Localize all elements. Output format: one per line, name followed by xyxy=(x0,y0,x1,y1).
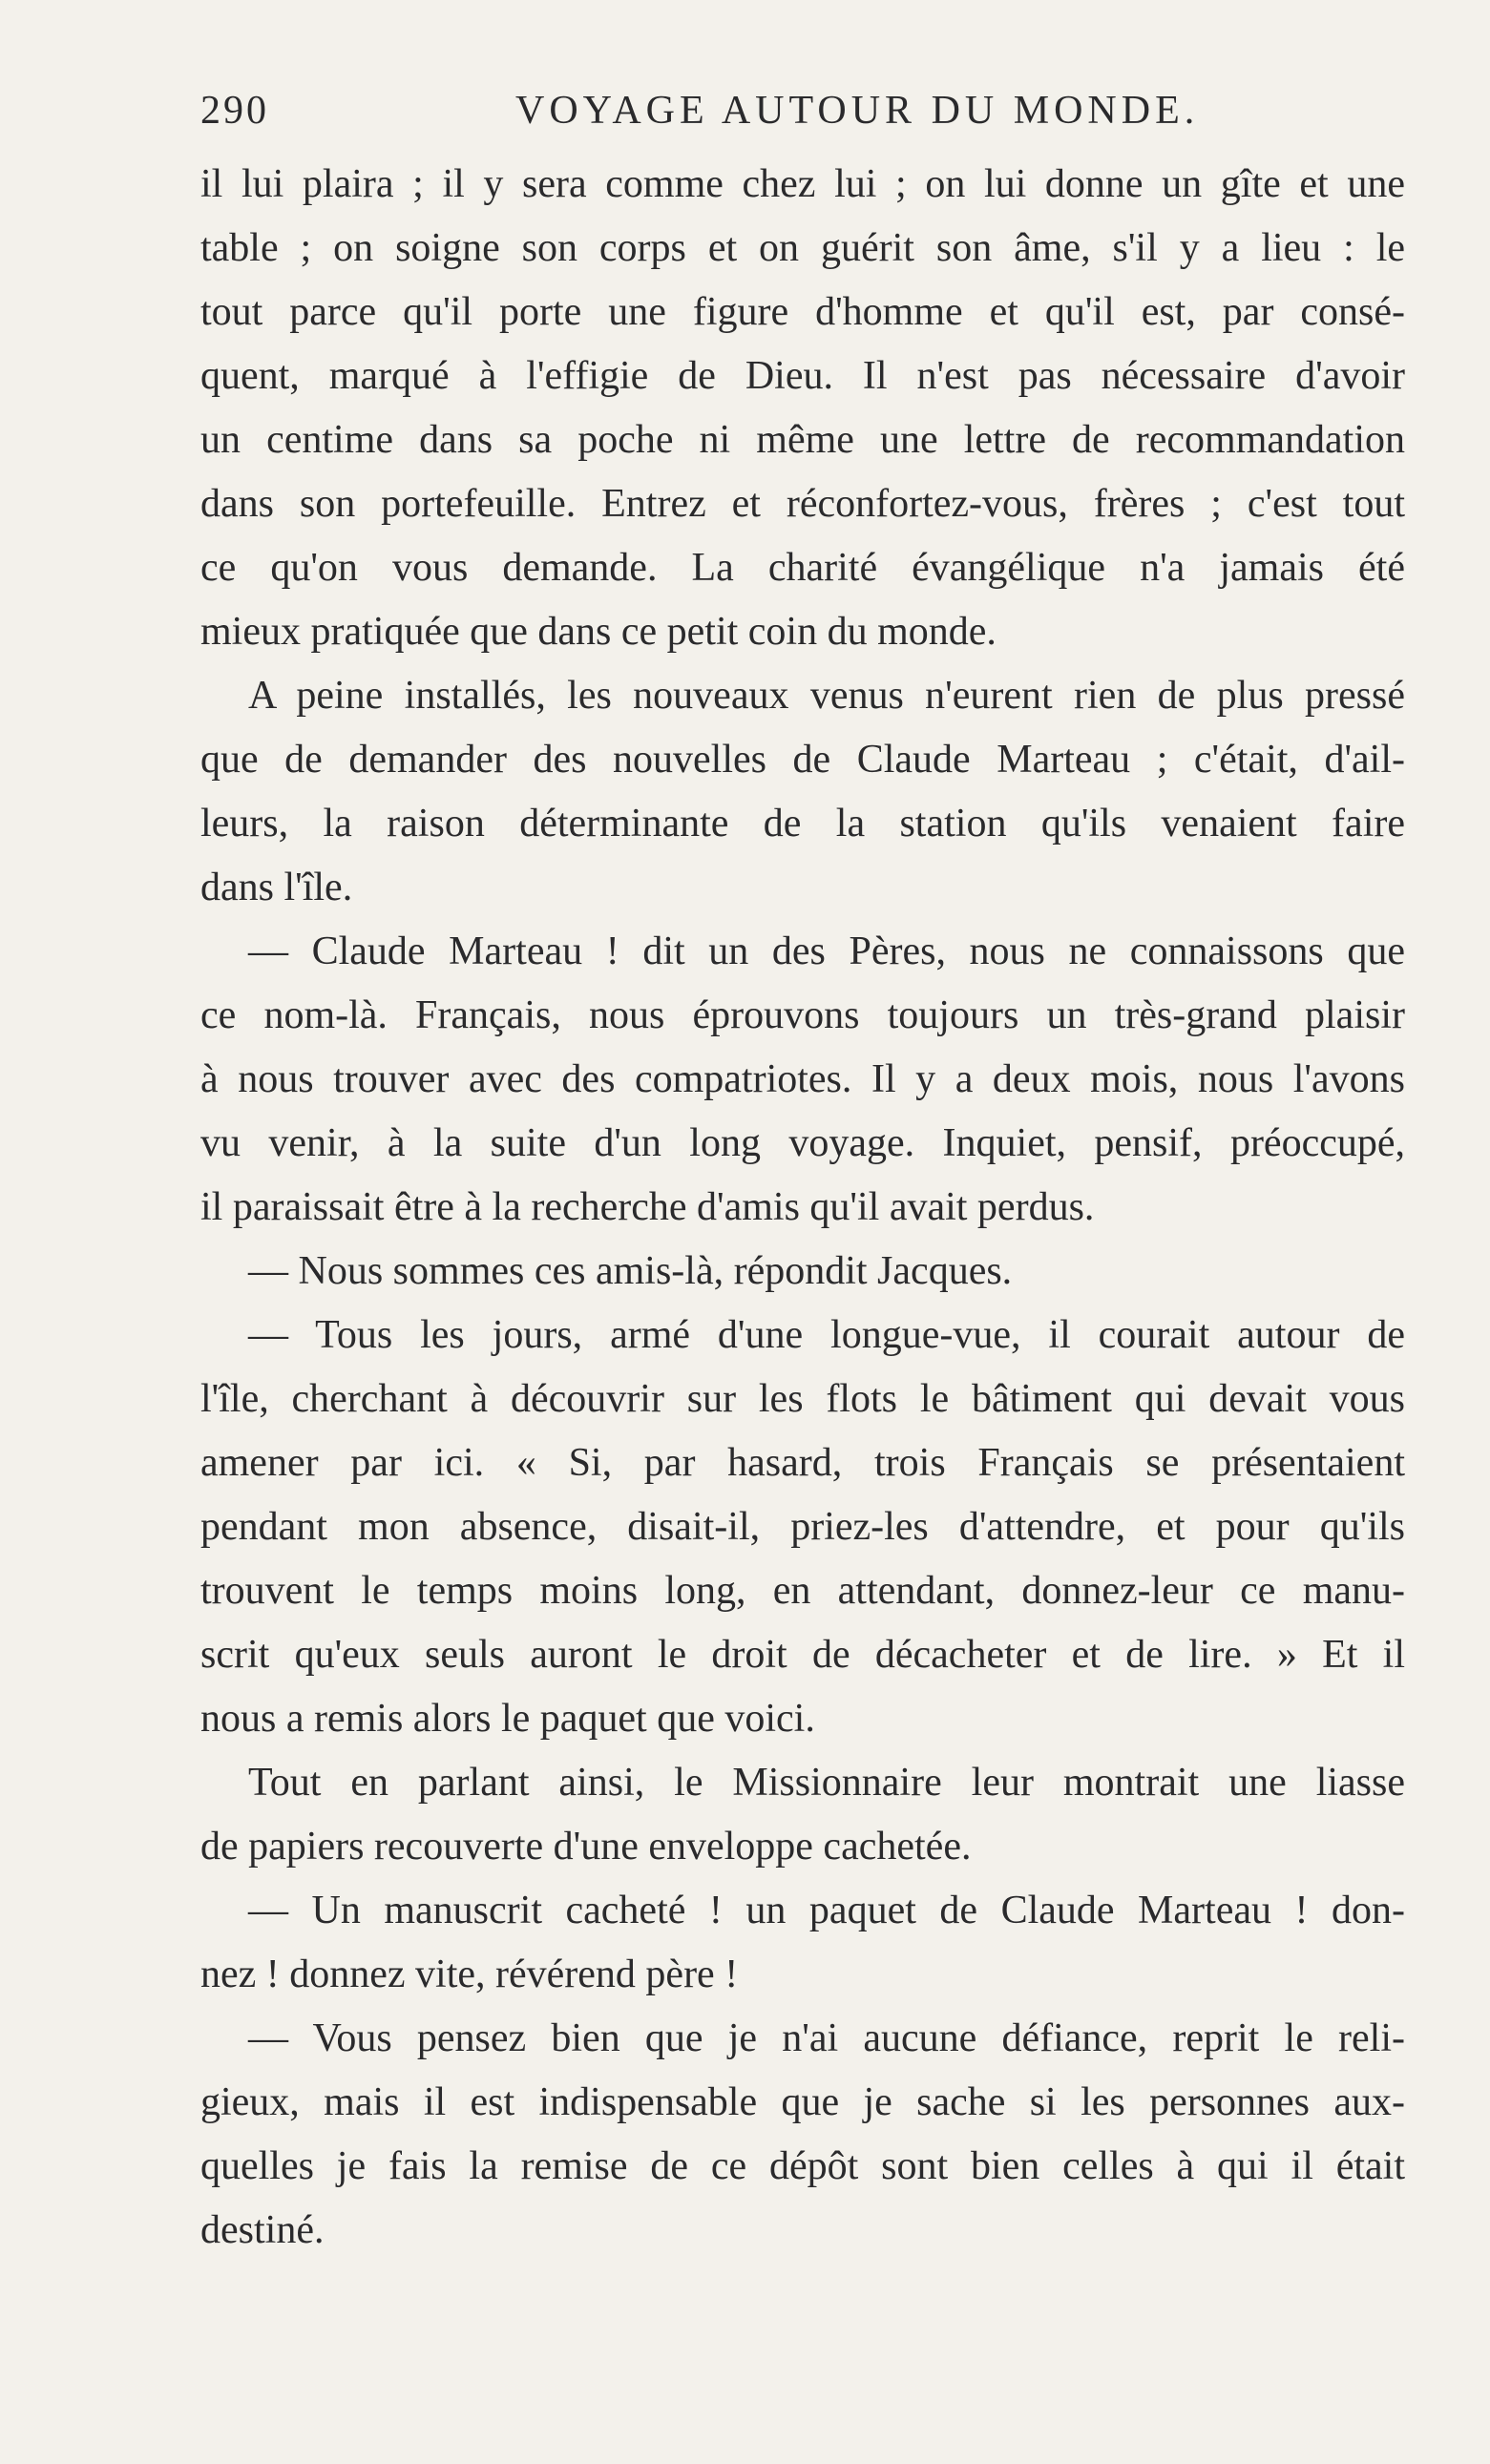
text-line: ce qu'on vous demande. La charité évangélique n'a jamais été xyxy=(200,546,1405,590)
paragraph xyxy=(200,2007,1405,2263)
text-line: que de demander des nouvelles de Claude Marteau ; c'était, d'ail- xyxy=(200,738,1405,782)
text-line: ce nom-là. Français, nous éprouvons toujours un très-grand plaisir xyxy=(200,993,1405,1037)
text-line: — Tous les jours, armé d'une longue-vue, il courait autour de xyxy=(248,1313,1405,1357)
text-line: tout parce qu'il porte une figure d'homme et qu'il est, par consé- xyxy=(200,290,1405,334)
text-line: il paraissait être à la recherche d'amis qu'il avait perdus. xyxy=(200,1185,1095,1229)
text-line: nous a remis alors le paquet que voici. xyxy=(200,1697,815,1741)
text-line: à nous trouver avec des compatriotes. Il y a deux mois, nous l'avons xyxy=(200,1057,1405,1101)
text-line: trouvent le temps moins long, en attendant, donnez-leur ce manu- xyxy=(200,1569,1405,1613)
paragraph xyxy=(200,153,1405,664)
paragraph xyxy=(200,1304,1405,1751)
text-line: vu venir, à la suite d'un long voyage. Inquiet, pensif, préoccupé, xyxy=(200,1121,1405,1165)
text-line: A peine installés, les nouveaux venus n'eurent rien de plus pressé xyxy=(248,674,1405,718)
text-line: quelles je fais la remise de ce dépôt sont bien celles à qui il était xyxy=(200,2144,1405,2188)
paragraph xyxy=(200,1751,1405,1879)
text-line: gieux, mais il est indispensable que je sache si les personnes aux- xyxy=(200,2080,1405,2124)
text-line: destiné. xyxy=(200,2208,325,2252)
text-line: dans l'île. xyxy=(200,866,353,909)
text-line: Tout en parlant ainsi, le Missionnaire leur montrait une liasse xyxy=(248,1761,1405,1805)
running-head xyxy=(200,88,1403,145)
text-line: — Claude Marteau ! dit un des Pères, nous ne connaissons que xyxy=(248,929,1405,973)
text-line: pendant mon absence, disait-il, priez-les d'attendre, et pour qu'ils xyxy=(200,1505,1405,1549)
text-line: — Un manuscrit cacheté ! un paquet de Claude Marteau ! don- xyxy=(248,1889,1405,1932)
body-text xyxy=(200,153,1405,2263)
paragraph xyxy=(200,1879,1405,2007)
page-number: 290 xyxy=(200,89,269,133)
running-title: VOYAGE AUTOUR DU MONDE. xyxy=(515,89,1200,133)
paragraph xyxy=(200,1240,1405,1304)
text-line: un centime dans sa poche ni même une lettre de recommandation xyxy=(200,418,1405,462)
text-line: l'île, cherchant à découvrir sur les flots le bâtiment qui devait vous xyxy=(200,1377,1405,1421)
text-line: mieux pratiquée que dans ce petit coin du monde. xyxy=(200,610,997,654)
text-line: leurs, la raison déterminante de la station qu'ils venaient faire xyxy=(200,802,1405,846)
text-line: amener par ici. « Si, par hasard, trois Français se présentaient xyxy=(200,1441,1405,1485)
text-line: — Nous sommes ces amis-là, répondit Jacques. xyxy=(248,1249,1013,1293)
text-line: table ; on soigne son corps et on guérit son âme, s'il y a lieu : le xyxy=(200,226,1405,270)
text-line: de papiers recouverte d'une enveloppe cachetée. xyxy=(200,1825,972,1869)
text-line: quent, marqué à l'effigie de Dieu. Il n'est pas nécessaire d'avoir xyxy=(200,354,1405,398)
text-line: — Vous pensez bien que je n'ai aucune défiance, reprit le reli- xyxy=(248,2016,1405,2060)
paragraph xyxy=(200,920,1405,1240)
paragraph xyxy=(200,664,1405,920)
text-line: dans son portefeuille. Entrez et réconfortez-vous, frères ; c'est tout xyxy=(200,482,1405,526)
text-line: nez ! donnez vite, révérend père ! xyxy=(200,1952,739,1996)
text-line: scrit qu'eux seuls auront le droit de décacheter et de lire. » Et il xyxy=(200,1633,1405,1677)
text-line: il lui plaira ; il y sera comme chez lui ; on lui donne un gîte et une xyxy=(200,162,1405,206)
